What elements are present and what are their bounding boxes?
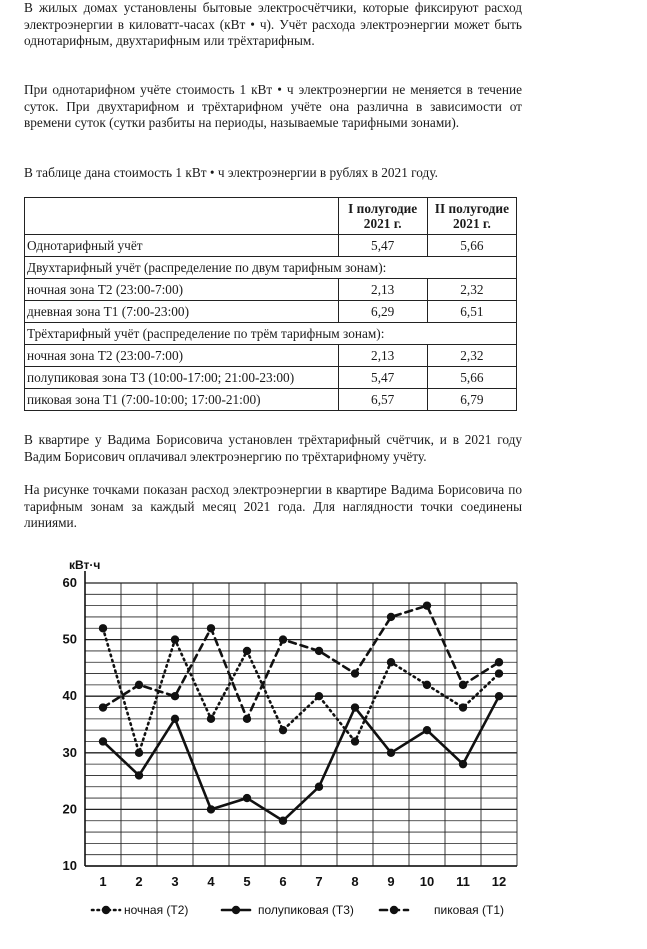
legend-label: пиковая (Т1): [434, 903, 505, 917]
data-point: [495, 658, 503, 666]
value-h1: 5,47: [338, 235, 427, 257]
data-point: [387, 613, 395, 621]
x-tick-label: 2: [135, 874, 143, 889]
legend-marker: [232, 906, 240, 914]
legend-marker: [102, 906, 110, 914]
data-point: [459, 681, 467, 689]
data-point: [207, 805, 215, 813]
table-row: [25, 367, 517, 389]
data-point: [135, 749, 143, 757]
data-point: [279, 726, 287, 734]
table-row: [25, 235, 517, 257]
value-h2: 2,32: [427, 279, 516, 301]
y-tick-label: 50: [62, 631, 77, 647]
data-point: [171, 692, 179, 700]
section-label: Трёхтарифный учёт (распределение по трём тарифным зонам):: [25, 323, 517, 345]
row-label: Однотарифный учёт: [25, 235, 339, 257]
value-h2: 2,32: [427, 345, 516, 367]
x-tick-label: 12: [491, 874, 507, 889]
data-point: [315, 783, 323, 791]
data-point: [495, 669, 503, 677]
y-axis-label: кВт·ч: [69, 558, 101, 572]
x-tick-label: 4: [207, 874, 215, 889]
legend-marker: [390, 906, 398, 914]
data-point: [495, 692, 503, 700]
chart-description-paragraph: На рисунке точками показан расход электроэнергии в квартире Вадима Борисовича по тарифным зонам за каждый месяц 2021 года. Для наглядности точки соединены линиями.: [24, 482, 522, 531]
data-point: [243, 794, 251, 802]
tariff-table-body: [25, 198, 517, 411]
value-h1: 5,47: [338, 367, 427, 389]
row-label: пиковая зона Т1 (7:00-10:00; 17:00-21:00): [25, 389, 339, 411]
data-point: [243, 647, 251, 655]
data-point: [207, 715, 215, 723]
data-point: [279, 817, 287, 825]
table-section-row: [25, 257, 517, 279]
table-row: [25, 345, 517, 367]
row-label: ночная зона Т2 (23:00-7:00): [25, 279, 339, 301]
value-h2: 6,79: [427, 389, 516, 411]
value-h1: 2,13: [338, 345, 427, 367]
table-section-row: [25, 323, 517, 345]
data-point: [99, 624, 107, 632]
row-label: полупиковая зона Т3 (10:00-17:00; 21:00-23:00): [25, 367, 339, 389]
table-caption: В таблице дана стоимость 1 кВт • ч электроэнергии в рублях в 2021 году.: [24, 165, 438, 180]
data-point: [135, 681, 143, 689]
data-point: [387, 749, 395, 757]
data-point: [207, 624, 215, 632]
legend-label: ночная (Т2): [124, 903, 189, 917]
data-point: [135, 771, 143, 779]
data-point: [171, 635, 179, 643]
data-point: [99, 703, 107, 711]
y-tick-label: 20: [62, 801, 77, 817]
x-tick-label: 8: [351, 874, 359, 889]
y-tick-label: 10: [62, 858, 77, 873]
data-point: [315, 647, 323, 655]
row-label: ночная зона Т2 (23:00-7:00): [25, 345, 339, 367]
data-point: [423, 601, 431, 609]
value-h2: 5,66: [427, 367, 516, 389]
value-h1: 2,13: [338, 279, 427, 301]
table-row: [25, 389, 517, 411]
chart-svg: [0, 548, 647, 949]
x-tick-label: 1: [99, 874, 107, 889]
x-tick-label: 11: [456, 874, 470, 889]
data-point: [351, 669, 359, 677]
data-point: [423, 726, 431, 734]
x-tick-label: 5: [243, 874, 251, 889]
x-tick-label: 10: [419, 874, 435, 889]
value-h2: 5,66: [427, 235, 516, 257]
legend-label: полупиковая (Т3): [258, 903, 354, 917]
row-label: дневная зона Т1 (7:00-23:00): [25, 301, 339, 323]
y-tick-label: 40: [62, 688, 77, 704]
data-point: [315, 692, 323, 700]
value-h1: 6,29: [338, 301, 427, 323]
x-tick-label: 9: [387, 874, 395, 889]
y-tick-label: 30: [62, 744, 77, 760]
tariff-explanation-paragraph: При однотарифном учёте стоимость 1 кВт • ч электроэнергии не меняется в течение суток. При двухтарифном и трёхтарифном учёте она различна в зависимости от времени суток (сутки разбиты на периоды, называемые тарифными зонами).: [24, 82, 522, 131]
data-point: [459, 703, 467, 711]
y-tick-label: 60: [62, 575, 77, 590]
data-point: [279, 635, 287, 643]
table-header-cell: II полугодие 2021 г.: [427, 198, 516, 235]
apartment-paragraph: В квартире у Вадима Борисовича установлен трёхтарифный счётчик, и в 2021 году Вадим Борисович оплачивал электроэнергию по трёхтарифному учёту.: [24, 432, 522, 464]
table-row: [25, 279, 517, 301]
x-tick-label: 6: [279, 874, 287, 889]
data-point: [243, 715, 251, 723]
data-point: [459, 760, 467, 768]
value-h1: 6,57: [338, 389, 427, 411]
data-point: [351, 737, 359, 745]
x-tick-label: 3: [171, 874, 179, 889]
data-point: [423, 681, 431, 689]
table-row: [25, 301, 517, 323]
data-point: [171, 715, 179, 723]
data-point: [351, 703, 359, 711]
section-label: Двухтарифный учёт (распределение по двум тарифным зонам):: [25, 257, 517, 279]
data-point: [99, 737, 107, 745]
table-header-cell: [25, 198, 339, 235]
tariff-table: [24, 197, 517, 411]
table-header-row: [25, 198, 517, 235]
x-tick-label: 7: [315, 874, 323, 889]
intro-paragraph: В жилых домах установлены бытовые электросчётчики, которые фиксируют расход электроэнергии в киловатт-часах (кВт • ч). Учёт расхода электроэнергии может быть однотарифным, двухтарифным или трёхтарифным.: [24, 0, 522, 49]
table-header-cell: I полугодие 2021 г.: [338, 198, 427, 235]
consumption-chart: [0, 548, 647, 949]
data-point: [387, 658, 395, 666]
value-h2: 6,51: [427, 301, 516, 323]
